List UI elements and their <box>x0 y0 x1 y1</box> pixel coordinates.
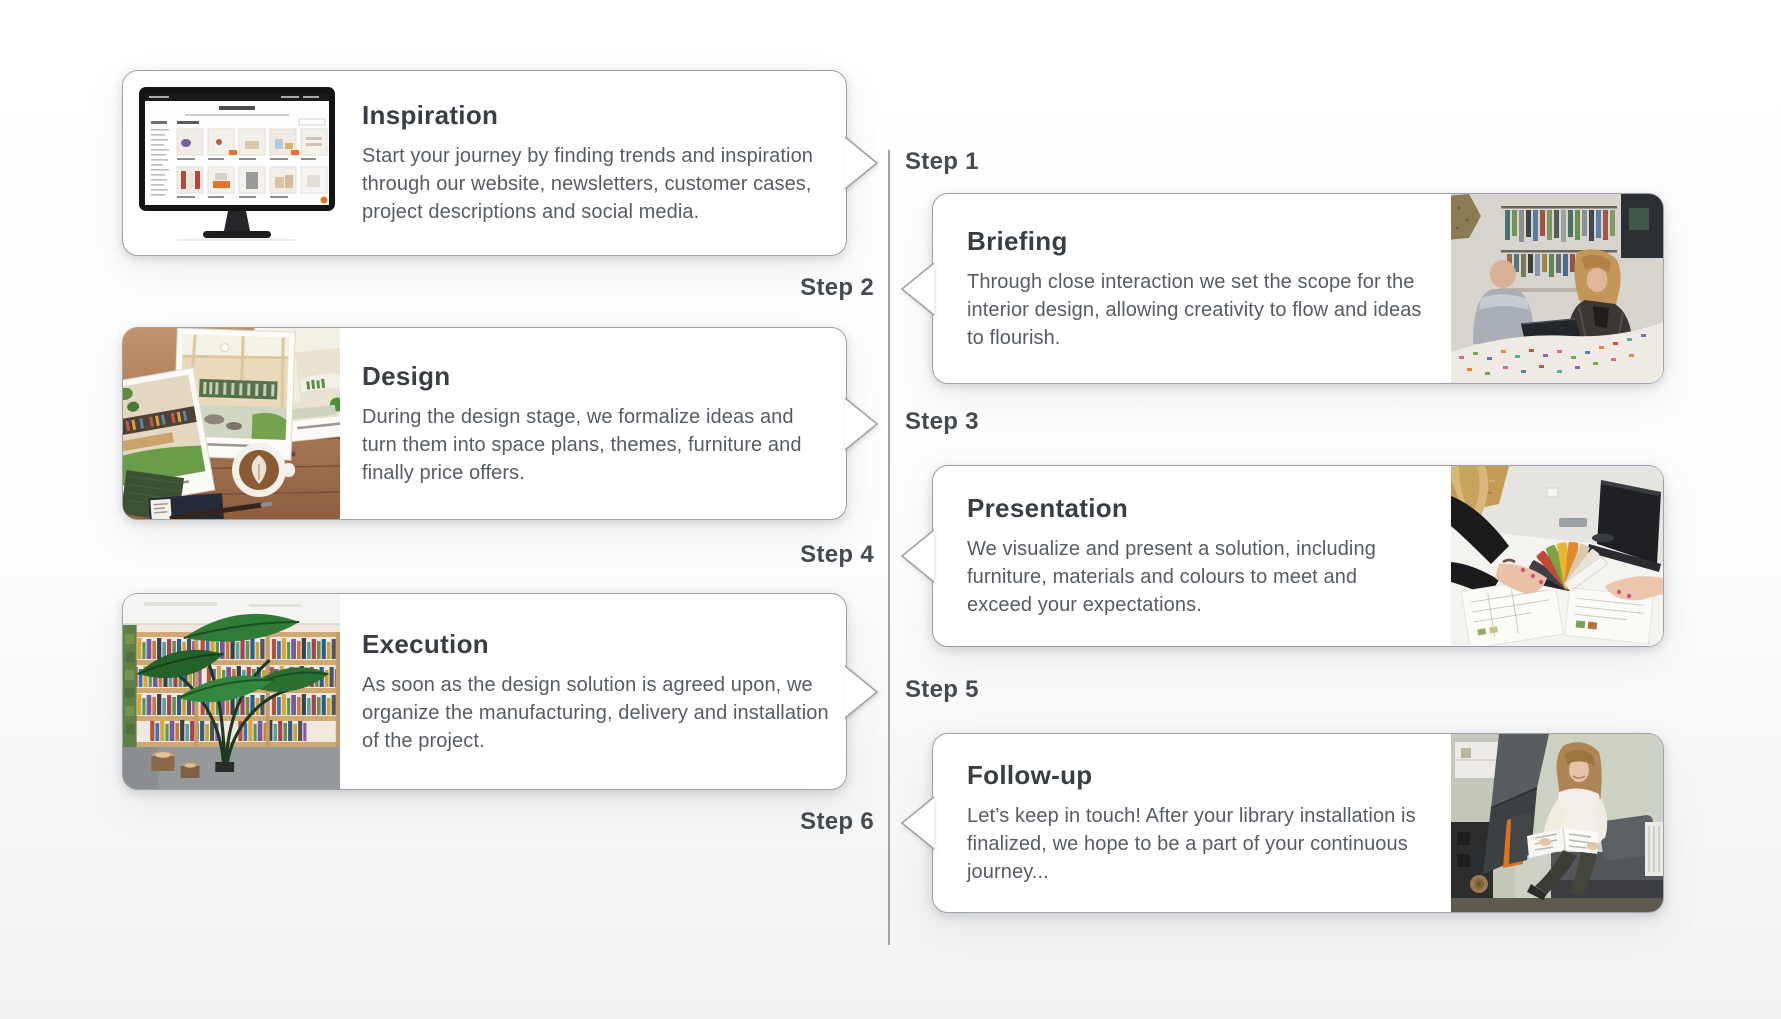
card-body-presentation: We visualize and present a solution, including furniture, materials and colours to meet and exceed your expectations. <box>967 538 1376 616</box>
presentation-colour-swatches-photo <box>1451 466 1663 646</box>
card-briefing <box>932 193 1664 384</box>
card-body-execution: As soon as the design solution is agreed upon, we organize the manufacturing, delivery and installation of the project. <box>362 673 829 752</box>
step-1-label: Step 1 <box>905 148 979 175</box>
card-body-briefing: Through close interaction we set the scope for the interior design, allowing creativity to flow and ideas to flourish. <box>967 270 1422 349</box>
card-pointer-right-icon <box>843 135 881 191</box>
card-follow-up <box>932 733 1664 913</box>
card-title-presentation: Presentation <box>967 493 1129 523</box>
step-3-label: Step 3 <box>905 408 979 435</box>
follow-up-lounge-photo <box>1451 734 1663 912</box>
step-6-label: Step 6 <box>800 808 874 835</box>
card-title-execution: Execution <box>362 628 489 659</box>
card-title-follow-up: Follow-up <box>967 760 1093 790</box>
card-execution <box>122 593 847 790</box>
card-pointer-right-icon <box>843 396 881 452</box>
card-title-design: Design <box>362 360 451 391</box>
card-pointer-left-icon <box>898 261 936 317</box>
step-5-label: Step 5 <box>905 676 979 703</box>
briefing-meeting-photo <box>1451 194 1663 383</box>
card-presentation <box>932 465 1664 647</box>
card-body-design: During the design stage, we formalize ideas and turn them into space plans, themes, furniture and finally price offers. <box>362 405 802 484</box>
card-body-inspiration: Start your journey by finding trends and inspiration through our website, newsletters, customer cases, project descriptions and social media. <box>362 145 814 223</box>
card-body-follow-up: Let’s keep in touch! After your library installation is finalized, we hope to be a part of your continuous journey... <box>967 805 1416 883</box>
step-4-label: Step 4 <box>800 541 874 568</box>
card-pointer-left-icon <box>898 528 936 584</box>
timeline-axis <box>888 150 890 945</box>
design-moodboard-coffee-photo <box>123 328 340 519</box>
website-monitor-illustration <box>133 85 348 241</box>
card-pointer-left-icon <box>898 795 936 851</box>
card-title-inspiration: Inspiration <box>362 100 499 130</box>
card-title-briefing: Briefing <box>967 225 1068 256</box>
desktop-monitor-icon <box>133 85 348 241</box>
card-design <box>122 327 847 520</box>
card-pointer-right-icon <box>843 664 881 720</box>
card-inspiration <box>122 70 847 256</box>
execution-library-installation-photo <box>123 594 340 789</box>
step-2-label: Step 2 <box>800 274 874 301</box>
